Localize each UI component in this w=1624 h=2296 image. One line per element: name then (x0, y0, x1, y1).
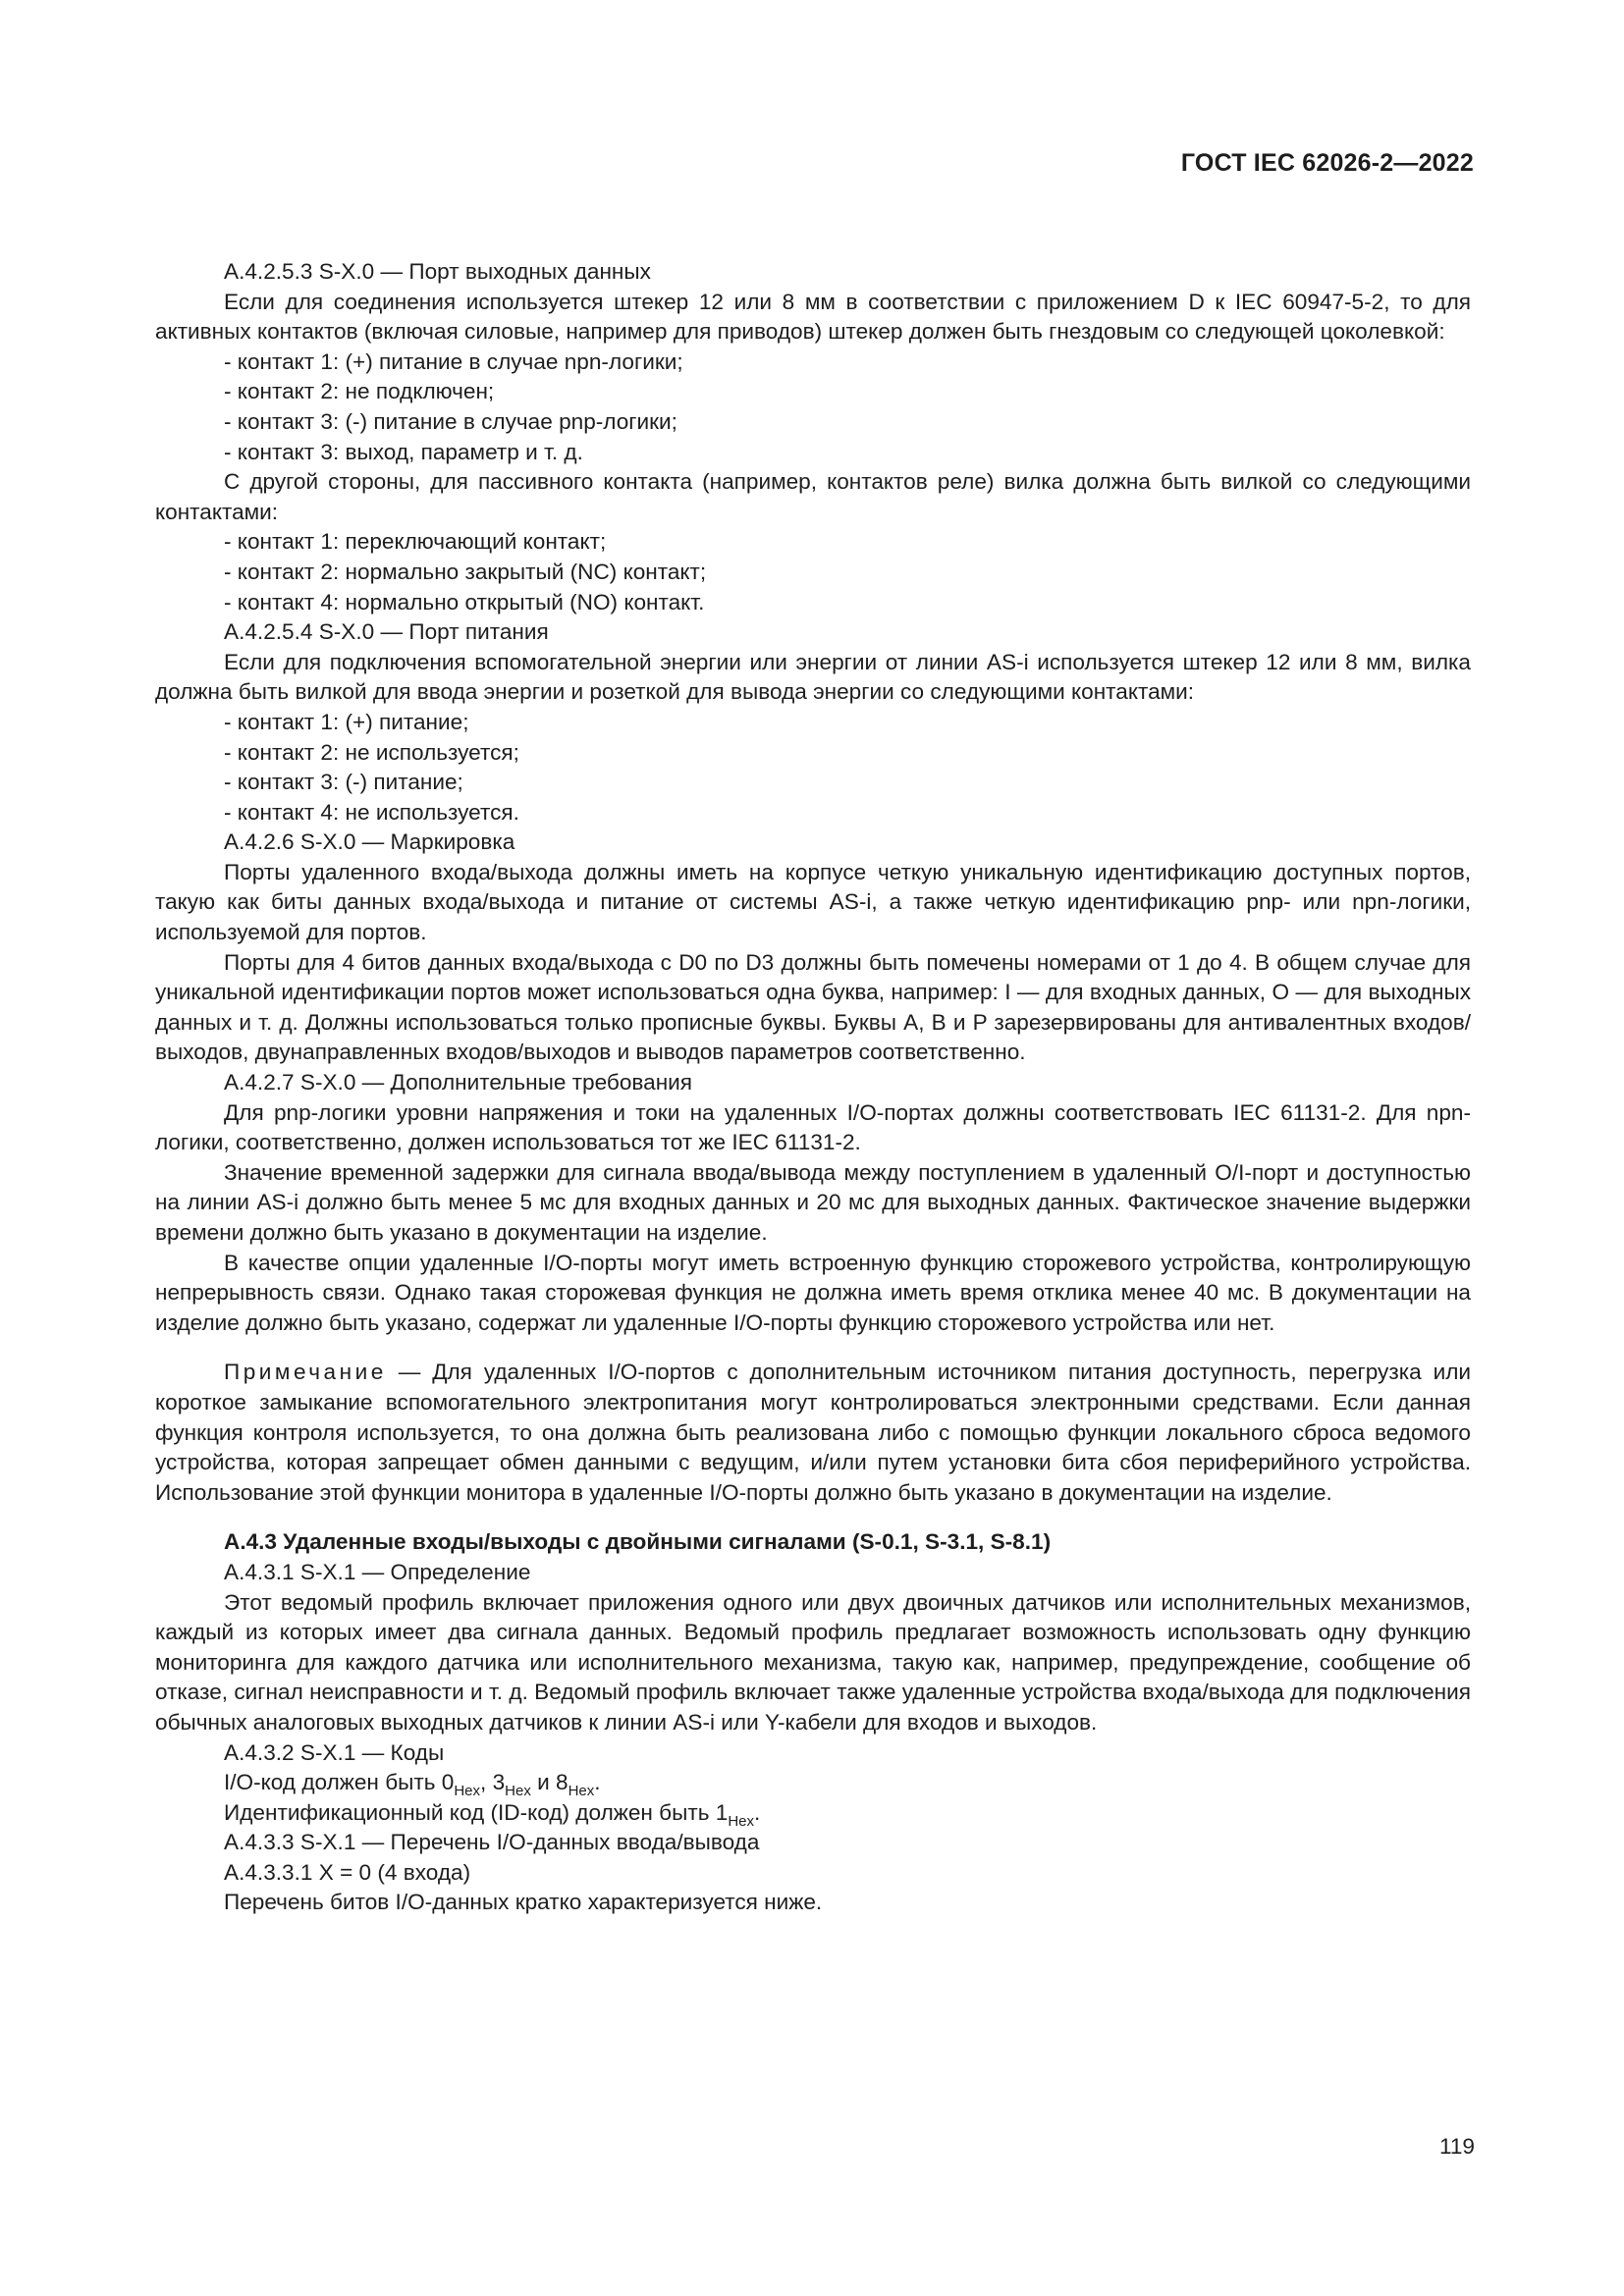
note-text: — Для удаленных I/O-портов с дополнительным источником питания доступность, перегрузка или короткое замыкание вспомогательного электропитания могут контролироваться электронными средствами. Если данная функция контроля используется, то она должна быть реализована либо с помощью функции локального сброса ведомого устройства, которая запрещает обмен данными с ведущим, и/или путем установки бита сбоя периферийного устройства. Использование этой функции монитора в удаленные I/O-порты должно быть указано в документации на изделие. (155, 1360, 1471, 1505)
clause-heading: A.4.3.1 S-X.1 — Определение (224, 1559, 531, 1584)
clause-heading: A.4.3.3.1 X = 0 (4 входа) (224, 1859, 471, 1885)
io-code-text: . (594, 1770, 601, 1795)
note-paragraph (155, 1358, 1471, 1508)
hex-subscript: Hex (568, 1783, 595, 1800)
hex-subscript: Hex (728, 1812, 755, 1830)
body-paragraph: Перечень битов I/O-данных кратко характеризуется ниже. (224, 1890, 823, 1915)
io-code-text: , 3 (480, 1770, 506, 1795)
clause-heading: A.4.2.6 S-X.0 — Маркировка (224, 829, 515, 855)
clause-heading: A.4.3.3 S-X.1 — Перечень I/O-данных ввода/вывода (224, 1830, 760, 1855)
list-item: - контакт 2: нормально закрытый (NC) контакт; (224, 559, 707, 584)
body-paragraph: С другой стороны, для пассивного контакта (например, контактов реле) вилка должна быть вилкой со следующими контактами: (155, 469, 1471, 524)
hex-subscript: Hex (505, 1783, 531, 1800)
body-paragraph: Порты удаленного входа/выхода должны иметь на корпусе четкую уникальную идентификацию доступных портов, такую как биты данных входа/выхода и питание от системы AS-i, а также четкую идентификацию pnp- или npn-логики, используемой для портов. (155, 859, 1471, 945)
list-item: - контакт 2: не подключен; (224, 379, 495, 404)
io-code-text: I/O-код должен быть 0 (224, 1770, 455, 1795)
document-body (155, 257, 1471, 1918)
list-item: - контакт 4: не используется. (224, 799, 519, 825)
io-code-line (155, 1768, 1471, 1798)
clause-heading: A.4.2.5.4 S-X.0 — Порт питания (224, 619, 549, 645)
body-paragraph: Для pnp-логики уровни напряжения и токи на удаленных I/O-портах должны соответствовать IEC 61131-2. Для npn-логики, соответственно, должен использоваться тот же IEC 61131-2. (155, 1099, 1471, 1155)
body-paragraph: Значение временной задержки для сигнала ввода/вывода между поступлением в удаленный O/I-порт и доступностью на линии AS-i должно быть менее 5 мс для входных данных и 20 мс для выходных данных. Фактическое значение выдержки времени должно быть указано в документации на изделие. (155, 1159, 1471, 1245)
list-item: - контакт 2: не используется; (224, 739, 519, 765)
list-item: - контакт 3: (-) питание; (224, 770, 463, 795)
body-paragraph: Этот ведомый профиль включает приложения одного или двух двоичных датчиков или исполнительных механизмов, каждый из которых имеет два сигнала данных. Ведомый профиль предлагает возможность использовать одну функцию мониторинга для каждого датчика или исполнительного механизма, такую как, например, предупреждение, сообщение об отказе, сигнал неисправности и т. д. Ведомый профиль включает также удаленные устройства входа/выхода для подключения обычных аналоговых выходных датчиков к линии AS-i или Y-кабели для входов и выходов. (155, 1589, 1471, 1735)
list-item: - контакт 3: (-) питание в случае pnp-логики; (224, 408, 677, 434)
hex-subscript: Hex (454, 1783, 481, 1800)
list-item: - контакт 3: выход, параметр и т. д. (224, 439, 583, 464)
id-code-text: . (754, 1799, 761, 1825)
clause-heading: A.4.2.7 S-X.0 — Дополнительные требования (224, 1070, 693, 1095)
clause-heading: A.4.2.5.3 S-X.0 — Порт выходных данных (224, 259, 651, 284)
document-header: ГОСТ IEC 62026-2—2022 (1180, 149, 1474, 177)
id-code-line (155, 1798, 1471, 1829)
body-paragraph: Порты для 4 битов данных входа/выхода с D0 по D3 должны быть помечены номерами от 1 до 4. В общем случае для уникальной идентификации портов может использоваться одна буква, например: I — для входных данных, O — для выходных данных и т. д. Должны использоваться только прописные буквы. Буквы A, B и P зарезервированы для антивалентных входов/выходов, двунаправленных входов/выходов и выводов параметров соответственно. (155, 949, 1471, 1065)
list-item: - контакт 1: переключающий контакт; (224, 529, 607, 555)
body-paragraph: В качестве опции удаленные I/O-порты могут иметь встроенную функцию сторожевого устройства, контролирующую непрерывность связи. Однако такая сторожевая функция не должна иметь время отклика менее 40 мс. В документации на изделие должно быть указано, содержат ли удаленные I/O-порты функцию сторожевого устройства или нет. (155, 1250, 1471, 1335)
id-code-text: Идентификационный код (ID-код) должен быть 1 (224, 1799, 729, 1825)
io-code-text: и 8 (530, 1770, 568, 1795)
note-label: Примечание (224, 1360, 387, 1385)
list-item: - контакт 4: нормально открытый (NO) контакт. (224, 589, 705, 614)
clause-heading: A.4.3.2 S-X.1 — Коды (224, 1739, 445, 1765)
section-heading: A.4.3 Удаленные входы/выходы с двойными сигналами (S-0.1, S-3.1, S-8.1) (224, 1529, 1052, 1555)
page-number: 119 (1438, 2134, 1475, 2159)
list-item: - контакт 1: (+) питание; (224, 709, 469, 734)
list-item: - контакт 1: (+) питание в случае npn-логики; (224, 348, 683, 374)
body-paragraph: Если для соединения используется штекер 12 или 8 мм в соответствии с приложением D к IEC 60947-5-2, то для активных контактов (включая силовые, например для приводов) штекер должен быть гнездовым со следующей цоколевкой: (155, 289, 1471, 345)
body-paragraph: Если для подключения вспомогательной энергии или энергии от линии AS-i используется штекер 12 или 8 мм, вилка должна быть вилкой для ввода энергии и розеткой для вывода энергии со следующими контактами: (155, 649, 1471, 705)
